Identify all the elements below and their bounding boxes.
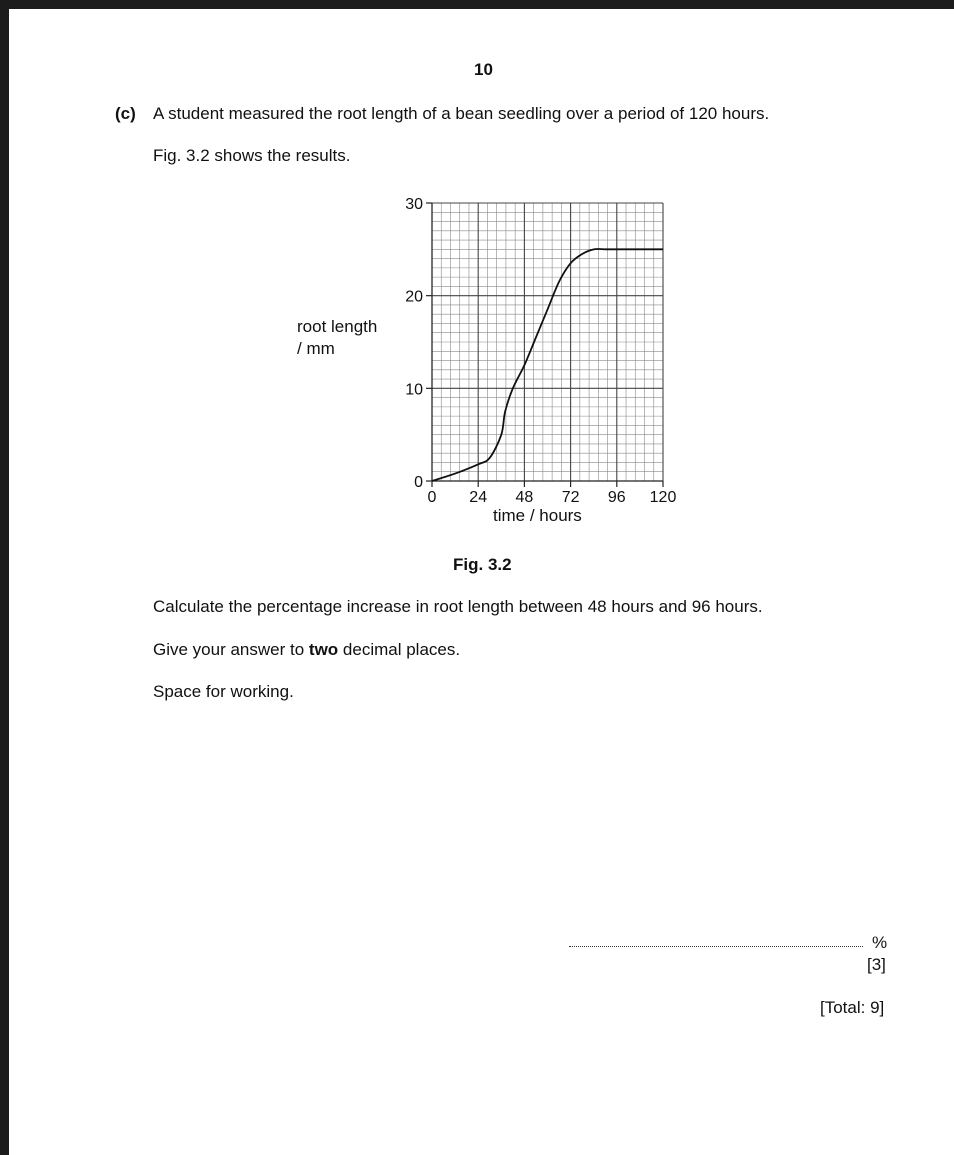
x-tick-label: 120 <box>649 489 677 506</box>
figure-caption: Fig. 3.2 <box>453 555 512 574</box>
y-axis-label-line2: / mm <box>297 339 335 358</box>
x-tick-label: 48 <box>515 489 534 506</box>
chart-ticks <box>426 203 663 487</box>
question-part-label: (c) <box>115 104 136 123</box>
instruction-emphasis: two <box>308 640 339 659</box>
page-number: 10 <box>474 60 493 79</box>
y-axis-label-line1: root length <box>297 317 378 336</box>
minor-grid <box>432 203 663 481</box>
root-length-curve <box>432 249 663 481</box>
answer-unit: % <box>872 933 888 952</box>
x-tick-label: 96 <box>607 489 626 506</box>
figure-reference: Fig. 3.2 shows the results. <box>153 146 351 165</box>
total-marks: [Total: 9] <box>820 998 885 1017</box>
x-tick-label: 24 <box>469 489 488 506</box>
x-axis-label: time / hours <box>493 506 582 525</box>
instruction-text-after: decimal places. <box>338 640 461 659</box>
question-instruction <box>153 640 460 660</box>
question-task: Calculate the percentage increase in root length between 48 hours and 96 hours. <box>153 597 763 616</box>
instruction-text-before: Give your answer to <box>153 640 309 659</box>
working-space-prompt: Space for working. <box>153 682 294 701</box>
x-tick-label: 0 <box>427 489 437 506</box>
x-tick-label: 72 <box>561 489 580 506</box>
marks-available: [3] <box>867 955 886 974</box>
y-tick-label: 10 <box>405 381 423 399</box>
y-tick-label: 20 <box>405 288 423 306</box>
answer-line[interactable] <box>569 946 863 947</box>
question-intro: A student measured the root length of a bean seedling over a period of 120 hours. <box>153 104 770 123</box>
y-tick-label: 0 <box>414 474 423 491</box>
y-tick-label: 30 <box>405 196 423 213</box>
